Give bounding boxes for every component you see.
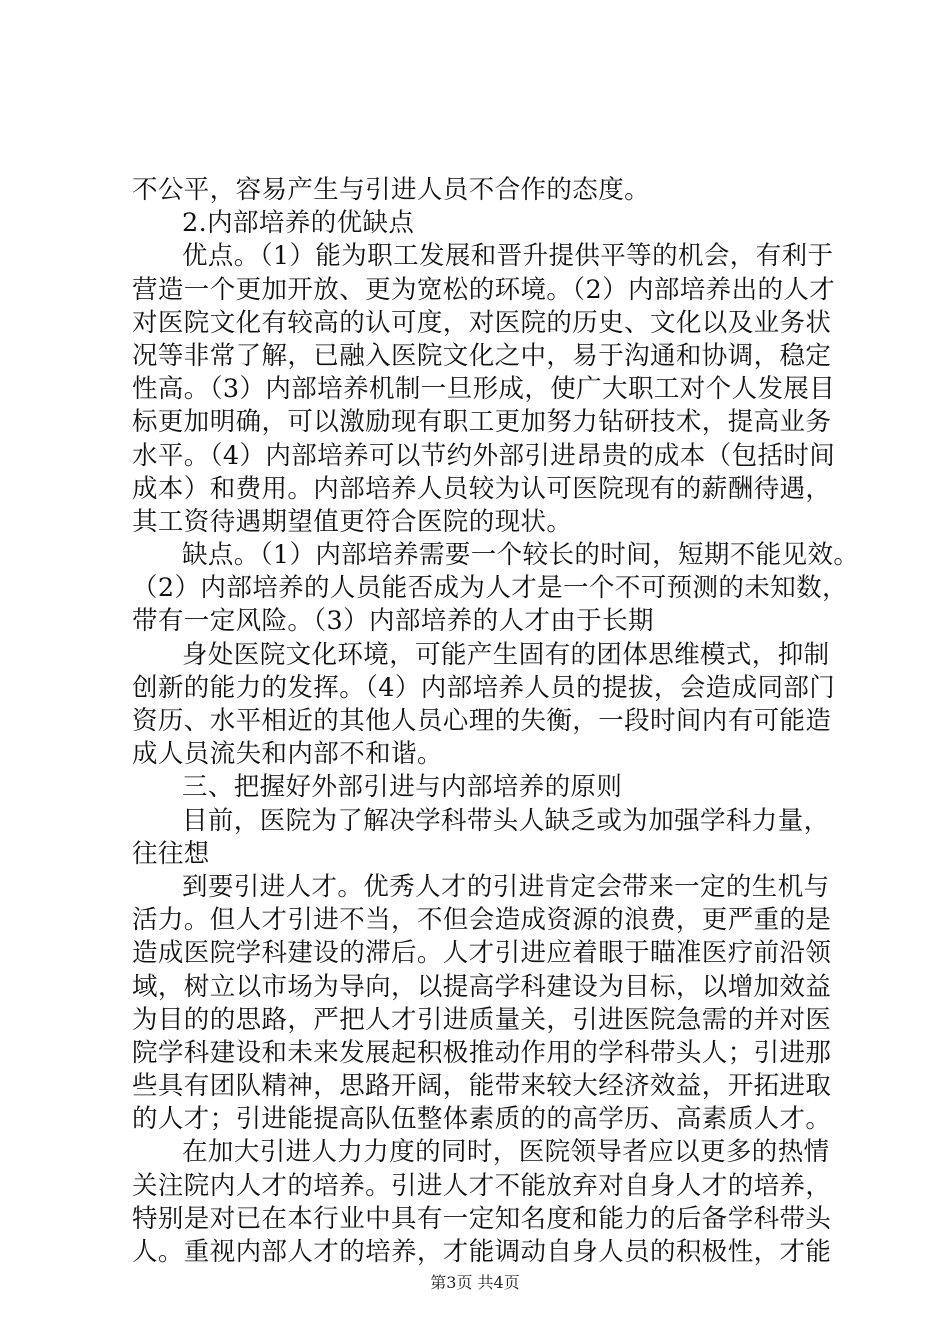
- text-line: 其工资待遇期望值更符合医院的现状。: [132, 506, 573, 537]
- text-line: 到要引进人才。优秀人才的引进肯定会带来一定的生机与: [182, 871, 830, 902]
- document-body: [132, 174, 860, 1269]
- text-line: 在加大引进人力力度的同时，医院领导者应以更多的热情: [182, 1137, 830, 1168]
- text-line: 带有一定风险。（3）内部培养的人才由于长期: [132, 606, 654, 637]
- text-line: 2.内部培养的优缺点: [182, 208, 415, 239]
- text-line: 院学科建设和未来发展起积极推动作用的学科带头人；引进那: [132, 1037, 832, 1068]
- text-line: 三、把握好外部引进与内部培养的原则: [182, 772, 623, 803]
- text-line: 成人员流失和内部不和谐。: [132, 739, 443, 770]
- text-line: 造成医院学科建设的滞后。人才引进应着眼于瞄准医疗前沿领: [132, 938, 832, 969]
- text-line: 性高。（3）内部培养机制一旦形成，使广大职工对个人发展目: [132, 374, 836, 405]
- text-line: 关注院内人才的培养。引进人才不能放弃对自身人才的培养，: [132, 1170, 832, 1201]
- text-line: 优点。（1）能为职工发展和晋升提供平等的机会，有利于: [182, 241, 834, 272]
- text-line: 创新的能力的发挥。（4）内部培养人员的提拔，会造成同部门: [132, 672, 836, 703]
- text-line: 的人才；引进能提高队伍整体素质的的高学历、高素质人才。: [132, 1104, 832, 1135]
- text-line: 成本）和费用。内部培养人员较为认可医院现有的薪酬待遇，: [132, 473, 832, 504]
- text-line: 些具有团队精神，思路开阔，能带来较大经济效益，开拓进取: [132, 1071, 832, 1102]
- text-line: 缺点。（1）内部培养需要一个较长的时间，短期不能见效。: [182, 540, 860, 571]
- text-line: 水平。（4）内部培养可以节约外部引进昂贵的成本（包括时间: [132, 440, 836, 471]
- text-line: 标更加明确，可以激励现有职工更加努力钻研技术，提高业务: [132, 407, 832, 438]
- text-line: 往往想: [132, 838, 210, 869]
- text-line: 域，树立以市场为导向，以提高学科建设为目标，以增加效益: [132, 971, 832, 1002]
- text-line: 不公平，容易产生与引进人员不合作的态度。: [132, 175, 651, 205]
- text-line: 人。重视内部人才的培养，才能调动自身人员的积极性，才能: [132, 1237, 832, 1267]
- text-line: 活力。但人才引进不当，不但会造成资源的浪费，更严重的是: [132, 905, 832, 936]
- text-line: 资历、水平相近的其他人员心理的失衡，一段时间内有可能造: [132, 706, 832, 736]
- text-line: 目前，医院为了解决学科带头人缺乏或为加强学科力量，: [182, 805, 830, 836]
- text-line: 对医院文化有较高的认可度，对医院的历史、文化以及业务状: [132, 307, 832, 338]
- page-footer: 第3页 共4页: [430, 1273, 520, 1292]
- text-line: 况等非常了解，已融入医院文化之中，易于沟通和协调，稳定: [132, 340, 832, 371]
- text-line: （2）内部培养的人员能否成为人才是一个不可预测的未知数，: [132, 573, 848, 604]
- text-line: 营造一个更加开放、更为宽松的环境。（2）内部培养出的人才: [132, 274, 836, 305]
- text-line: 身处医院文化环境，可能产生固有的团体思维模式，抑制: [182, 639, 830, 670]
- text-line: 为目的的思路，严把人才引进质量关，引进医院急需的并对医: [132, 1004, 832, 1035]
- text-line: 特别是对已在本行业中具有一定知名度和能力的后备学科带头: [132, 1203, 832, 1234]
